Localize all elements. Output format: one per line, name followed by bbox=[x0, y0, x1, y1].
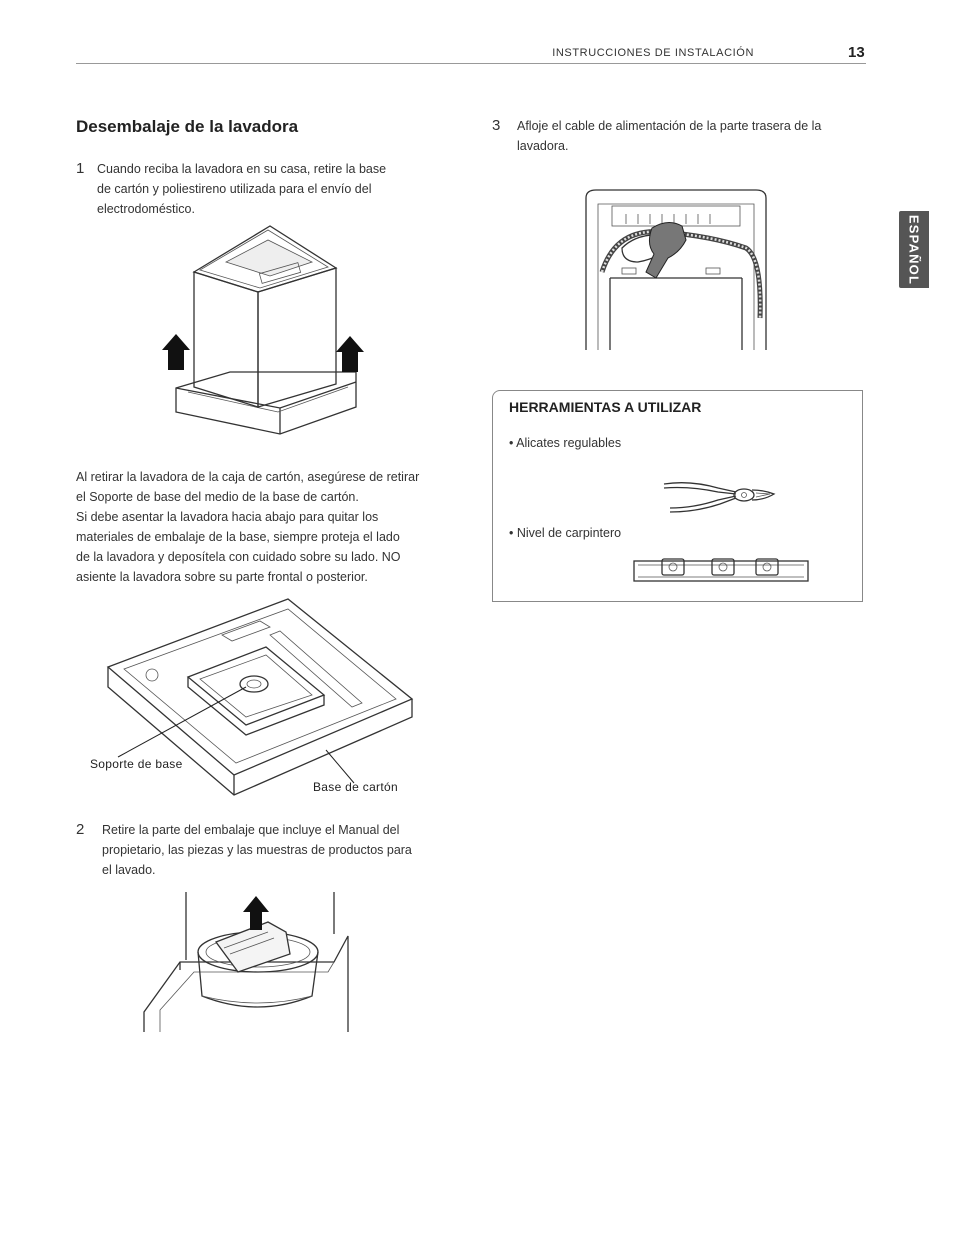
tool-item-level: • Nivel de carpintero bbox=[509, 526, 622, 540]
step-2-line: el lavado. bbox=[102, 863, 156, 877]
running-header: INSTRUCCIONES DE INSTALACIÓN bbox=[552, 47, 754, 59]
carton-base-label: Base de cartón bbox=[313, 780, 398, 794]
paragraph-line: Al retirar la lavadora de la caja de cartón, asegúrese de retirar bbox=[76, 470, 420, 484]
language-tab[interactable] bbox=[899, 211, 929, 288]
paragraph-line: asiente la lavadora sobre su parte frontal o posterior. bbox=[76, 570, 368, 584]
pliers-icon bbox=[660, 478, 778, 514]
washer-on-base-illustration bbox=[160, 222, 370, 457]
paragraph-line: el Soporte de base del medio de la base de cartón. bbox=[76, 490, 359, 504]
step-2-text bbox=[102, 820, 462, 880]
up-arrow-icon bbox=[162, 334, 190, 370]
step-2-line: Retire la parte del embalaje que incluye el Manual del bbox=[102, 823, 400, 837]
step-1-text bbox=[97, 159, 427, 219]
step-2-line: propietario, las piezas y las muestras de productos para bbox=[102, 843, 412, 857]
step-1-line: Cuando reciba la lavadora en su casa, retire la base bbox=[97, 162, 387, 176]
page-number: 13 bbox=[848, 44, 865, 61]
language-tab-label: ESPAÑOL bbox=[906, 214, 922, 285]
step-2-number: 2 bbox=[76, 821, 85, 838]
tools-title: HERRAMIENTAS A UTILIZAR bbox=[509, 399, 702, 415]
step-3-line: Afloje el cable de alimentación de la parte trasera de la bbox=[517, 119, 822, 133]
header-divider bbox=[76, 63, 866, 64]
paragraph-line: materiales de embalaje de la base, siempre proteja el lado bbox=[76, 530, 400, 544]
step-1-number: 1 bbox=[76, 160, 85, 177]
package-in-drum-illustration bbox=[140, 892, 355, 1037]
tool-item-pliers: • Alicates regulables bbox=[509, 436, 622, 450]
step-3-number: 3 bbox=[492, 117, 501, 134]
level-icon bbox=[632, 555, 812, 583]
step-1-line: de cartón y poliestireno utilizada para el envío del bbox=[97, 182, 372, 196]
step-1-line: electrodoméstico. bbox=[97, 202, 195, 216]
step-3-text bbox=[517, 116, 862, 156]
paragraph-line: Si debe asentar la lavadora hacia abajo para quitar los bbox=[76, 510, 379, 524]
section-title: Desembalaje de la lavadora bbox=[76, 117, 299, 136]
support-label: Soporte de base bbox=[90, 757, 183, 771]
gloved-hand-icon bbox=[646, 222, 686, 278]
paragraph-line: de la lavadora y deposítela con cuidado sobre su lado. NO bbox=[76, 550, 401, 564]
step-3-line: lavadora. bbox=[517, 139, 569, 153]
up-arrow-icon bbox=[336, 336, 364, 372]
removal-paragraph bbox=[76, 467, 456, 587]
washer-back-cord-illustration bbox=[582, 188, 772, 353]
